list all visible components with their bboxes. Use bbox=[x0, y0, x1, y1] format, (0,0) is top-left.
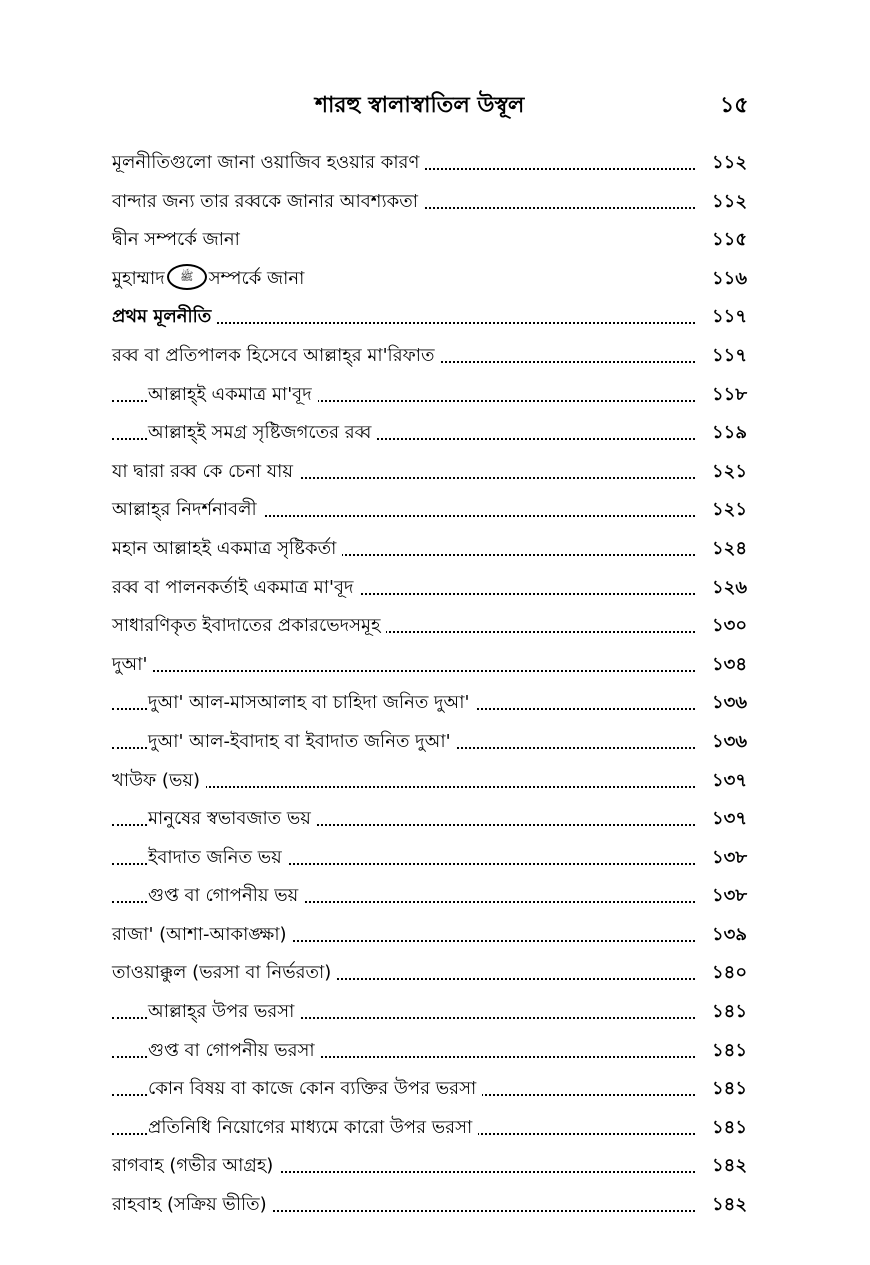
page-header bbox=[0, 88, 870, 128]
toc-entry bbox=[0, 258, 870, 297]
toc-entry-page-number: ১৩০ bbox=[712, 615, 748, 637]
table-of-contents bbox=[0, 142, 870, 1223]
salutation-seal-icon: ﷺ bbox=[167, 264, 207, 290]
toc-entry-title: মূলনীতিগুলো জানা ওয়াজিব হওয়ার কারণ bbox=[112, 148, 425, 179]
toc-entry bbox=[0, 605, 870, 644]
dot-leader bbox=[112, 670, 695, 672]
toc-entry-page-number: ১২১ bbox=[712, 460, 748, 482]
toc-entry-title: আল্লাহ্‌র নিদর্শনাবলী bbox=[112, 495, 263, 526]
toc-entry-title: দুআ' bbox=[112, 650, 153, 681]
toc-entry-title-part: সম্পর্কে জানা bbox=[208, 267, 305, 289]
toc-entry bbox=[0, 914, 870, 953]
toc-entry-title: রাজা' (আশা-আকাঙ্ক্ষা) bbox=[112, 920, 293, 951]
toc-entry-page-number: ১২৬ bbox=[712, 576, 748, 598]
toc-entry bbox=[0, 644, 870, 683]
toc-entry bbox=[0, 296, 870, 335]
toc-entry-title: গুপ্ত বা গোপনীয় ভয় bbox=[148, 881, 304, 912]
toc-entry-title: সাধারণিকৃত ইবাদাতের প্রকারভেদসমূহ bbox=[112, 611, 386, 642]
toc-entry bbox=[0, 952, 870, 991]
toc-entry-page-number: ১২৪ bbox=[712, 537, 748, 559]
toc-entry-title: রাহবাহ (সক্রিয় ভীতি) bbox=[112, 1190, 273, 1221]
toc-entry bbox=[0, 567, 870, 606]
toc-entry bbox=[0, 1184, 870, 1223]
toc-entry-title: ইবাদাত জনিত ভয় bbox=[148, 843, 288, 874]
toc-entry-title: দ্বীন সম্পর্কে জানা bbox=[112, 225, 246, 256]
toc-entry-title: কোন বিষয় বা কাজে কোন ব্যক্তির উপর ভরসা bbox=[148, 1074, 482, 1105]
toc-entry-title: মহান আল্লাহই একমাত্র সৃষ্টিকর্তা bbox=[112, 534, 342, 565]
toc-entry bbox=[0, 798, 870, 837]
toc-entry-title-part: মুহাম্মাদ bbox=[112, 267, 165, 289]
toc-entry bbox=[0, 1107, 870, 1146]
toc-entry-page-number: ১৩৮ bbox=[712, 885, 748, 907]
toc-entry bbox=[0, 875, 870, 914]
toc-entry-title: প্রতিনিধি নিয়োগের মাধ্যমে কারো উপর ভরসা bbox=[148, 1113, 478, 1144]
toc-entry-title: রব্ব বা প্রতিপালক হিসেবে আল্লাহ্‌র মা'রিফাত bbox=[112, 341, 441, 372]
toc-entry bbox=[0, 721, 870, 760]
toc-entry-page-number: ১৩৪ bbox=[712, 653, 748, 675]
toc-entry-page-number: ১৩৭ bbox=[712, 808, 748, 830]
toc-entry-title: দুআ' আল-ইবাদাহ বা ইবাদাত জনিত দুআ' bbox=[148, 727, 457, 758]
toc-entry-page-number: ১১৬ bbox=[712, 267, 748, 289]
toc-entry-title: আল্লাহ্‌র উপর ভরসা bbox=[148, 997, 300, 1028]
toc-entry-page-number: ১১৫ bbox=[712, 229, 748, 251]
toc-entry bbox=[0, 528, 870, 567]
toc-entry-page-number: ১১৯ bbox=[712, 422, 748, 444]
toc-entry-title: দুআ' আল-মাসআলাহ বা চাহিদা জনিত দুআ' bbox=[148, 688, 475, 719]
toc-entry-title: রাগবাহ (গভীর আগ্রহ) bbox=[112, 1151, 279, 1182]
toc-entry-page-number: ১৪১ bbox=[712, 1078, 748, 1100]
toc-entry-page-number: ১১৮ bbox=[712, 383, 748, 405]
toc-entry-title: গুপ্ত বা গোপনীয় ভরসা bbox=[148, 1036, 321, 1067]
toc-entry bbox=[0, 374, 870, 413]
toc-entry bbox=[0, 1030, 870, 1069]
toc-entry bbox=[0, 219, 870, 258]
toc-entry-page-number: ১৪১ bbox=[712, 1039, 748, 1061]
toc-entry bbox=[0, 412, 870, 451]
header-page-number: ১৫ bbox=[720, 93, 749, 118]
toc-entry-title: তাওয়াক্কুল (ভরসা বা নির্ভরতা) bbox=[112, 958, 337, 989]
toc-entry-page-number: ১১২ bbox=[712, 190, 748, 212]
toc-entry-title: যা দ্বারা রব্ব কে চেনা যায় bbox=[112, 457, 299, 488]
toc-entry bbox=[0, 682, 870, 721]
toc-entry-page-number: ১৩৬ bbox=[712, 692, 748, 714]
toc-entry-page-number: ১৪২ bbox=[712, 1155, 748, 1177]
toc-entry-page-number: ১৩৯ bbox=[712, 923, 748, 945]
toc-entry-page-number: ১১৭ bbox=[712, 344, 748, 366]
toc-entry bbox=[0, 451, 870, 490]
toc-entry bbox=[0, 181, 870, 220]
toc-entry-title: আল্লাহ্‌ই একমাত্র মা'বূদ bbox=[148, 380, 318, 411]
toc-entry bbox=[0, 335, 870, 374]
toc-entry-title: আল্লাহ্‌ই সমগ্র সৃষ্টিজগতের রব্ব bbox=[148, 418, 377, 449]
toc-entry bbox=[0, 1068, 870, 1107]
toc-entry-title: খাউফ (ভয়) bbox=[112, 766, 206, 797]
toc-entry-page-number: ১৪০ bbox=[712, 962, 748, 984]
running-title: শারহু স্বালাস্বাতিল উস্বূল bbox=[315, 93, 525, 118]
toc-entry bbox=[0, 489, 870, 528]
toc-entry bbox=[0, 142, 870, 181]
toc-entry bbox=[0, 837, 870, 876]
toc-entry-page-number: ১৪১ bbox=[712, 1116, 748, 1138]
toc-entry-title: মানুষের স্বভাবজাত ভয় bbox=[148, 804, 317, 835]
toc-entry-title: রব্ব বা পালনকর্তাই একমাত্র মা'বূদ bbox=[112, 573, 359, 604]
toc-entry-page-number: ১৩৬ bbox=[712, 730, 748, 752]
toc-entry-page-number: ১৪২ bbox=[712, 1194, 748, 1216]
toc-entry-title: বান্দার জন্য তার রব্বকে জানার আবশ্যকতা bbox=[112, 187, 424, 218]
toc-entry-page-number: ১২১ bbox=[712, 499, 748, 521]
toc-entry bbox=[0, 760, 870, 799]
toc-entry bbox=[0, 1145, 870, 1184]
toc-entry-page-number: ১১২ bbox=[712, 152, 748, 173]
toc-entry-title bbox=[112, 264, 310, 295]
toc-entry-page-number: ১৩৮ bbox=[712, 846, 748, 868]
toc-entry bbox=[0, 991, 870, 1030]
toc-entry-title: প্রথম মূলনীতি bbox=[112, 302, 217, 333]
toc-entry-page-number: ১৩৭ bbox=[712, 769, 748, 791]
toc-entry-page-number: ১৪১ bbox=[712, 1001, 748, 1023]
toc-entry-page-number: ১১৭ bbox=[712, 306, 748, 328]
